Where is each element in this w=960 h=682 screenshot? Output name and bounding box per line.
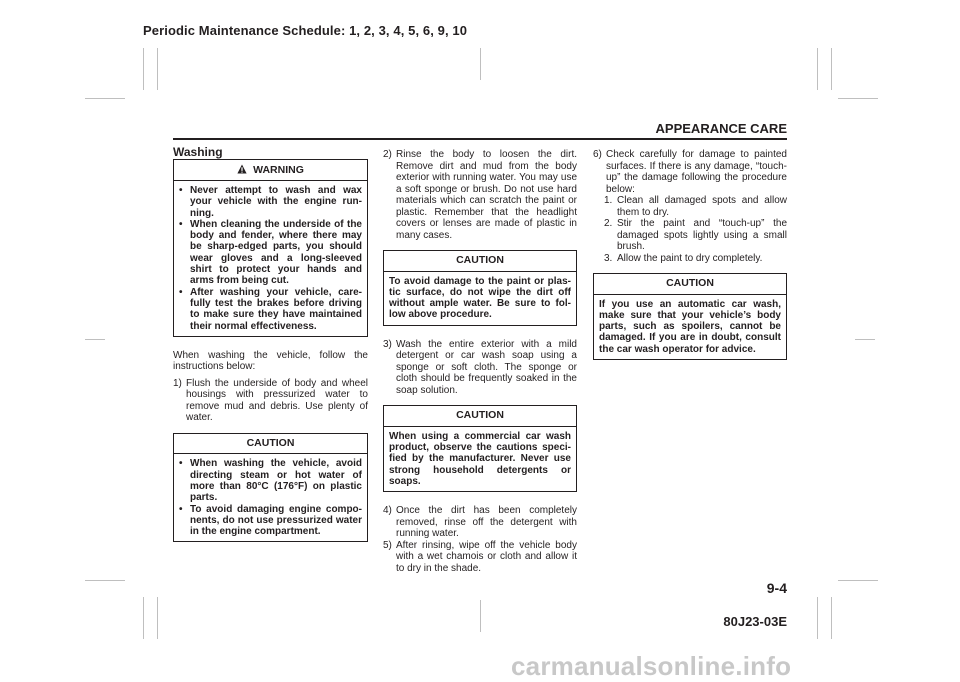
step-6: 6) Check carefully for damage to painted surfaces. If there is any damage, “touch-up” the damage following the procedure below: [593, 149, 787, 195]
step-4: 4) Once the dirt has been completely removed, rinse off the detergent with running water. [383, 505, 577, 540]
crop-mark [85, 339, 105, 340]
warning-title [174, 160, 367, 182]
step-2: 2) Rinse the body to loosen the dirt. Remove dirt and mud from the body exterior with running water. You may use a soft sponge or brush. Do not use hard materials which can scratch the paint or plastic. Remember that the headlight covers or lenses are made of plastic in many cases. [383, 149, 577, 241]
crop-mark [85, 580, 125, 581]
column-3 [593, 149, 787, 360]
caution-item: • To avoid damaging engine compo-nents, do not use pressurized water in the engine compartment. [179, 503, 362, 538]
warning-label: WARNING [253, 163, 304, 176]
warning-item: • After washing your vehicle, care-fully test the brakes before driving to make sure they have maintained their normal effectiveness. [179, 286, 362, 332]
warning-item: • Never attempt to wash and wax your vehicle with the engine run-ning. [179, 185, 362, 219]
crop-mark [855, 339, 875, 340]
crop-mark [157, 597, 158, 639]
substep: 1. Clean all damaged spots and allow them to dry. [604, 195, 787, 218]
intro-paragraph: When washing the vehicle, follow the instructions below: [173, 349, 368, 373]
warning-body [174, 181, 367, 336]
caution-body: To avoid damage to the paint or plas-tic surface, do not wipe the dirt off without ample water. Be sure to fol-low above procedure. [389, 275, 571, 321]
crop-mark [143, 48, 144, 90]
document-code: 80J23-03E [723, 614, 787, 629]
caution-box [593, 273, 787, 360]
watermark: carmanualsonline.info [511, 651, 792, 681]
caution-title: CAUTION [384, 251, 576, 272]
caution-body [174, 454, 367, 541]
crop-mark [85, 98, 125, 99]
caution-box [383, 405, 577, 492]
section-heading: Washing [173, 145, 223, 159]
crop-mark [838, 580, 878, 581]
page-number: 9-4 [766, 580, 787, 596]
caution-box [383, 250, 577, 326]
crop-mark [480, 48, 481, 80]
crop-mark [831, 597, 832, 639]
step-1: 1) Flush the underside of body and wheel housings with pressurized water to remove mud and debris. Use plenty of water. [173, 377, 368, 424]
step-5: 5) After rinsing, wipe off the vehicle body with a wet chamois or cloth and allow it to dry in the shade. [383, 539, 577, 574]
caution-title: CAUTION [174, 434, 367, 455]
caution-body: When using a commercial car wash product, observe the cautions speci-fied by the manufacturer. Never use strong household detergents or soaps. [389, 430, 571, 487]
crop-mark [157, 48, 158, 90]
crop-mark [817, 48, 818, 90]
step-3: 3) Wash the entire exterior with a mild detergent or car wash soap using a sponge or soft cloth. The sponge or cloth should be frequently soaked in the soap solution. [383, 338, 577, 396]
crop-mark [817, 597, 818, 639]
crop-mark [143, 597, 144, 639]
crop-mark [480, 600, 481, 632]
warning-item: • When cleaning the underside of the body and fender, where there may be sharp-edged parts, you should wear gloves and a long-sleeved shirt to protect your hands and arms from being cut. [179, 218, 362, 287]
caution-title: CAUTION [384, 406, 576, 427]
section-title: APPEARANCE CARE [655, 121, 787, 136]
caution-body: If you use an automatic car wash, make sure that your vehicle’s body parts, such as spoilers, cannot be damaged. If you are in doubt, consult the car wash operator for advice. [599, 298, 781, 355]
column-1 [173, 147, 368, 542]
caution-title: CAUTION [594, 274, 786, 295]
crop-mark [831, 48, 832, 90]
running-head: Periodic Maintenance Schedule: 1, 2, 3, 4, 5, 6, 9, 10 [143, 23, 468, 38]
substep: 2. Stir the paint and “touch-up” the damaged spots lightly using a small brush. [604, 218, 787, 252]
column-2 [383, 149, 577, 574]
caution-item: • When washing the vehicle, avoid directing steam or hot water of more than 80°C (176°F) on plastic parts. [179, 458, 362, 504]
warning-box [173, 159, 368, 337]
warning-triangle-icon [237, 164, 247, 174]
crop-mark [838, 98, 878, 99]
header-rule [173, 138, 787, 140]
caution-box [173, 433, 368, 543]
substep: 3. Allow the paint to dry completely. [604, 252, 763, 264]
